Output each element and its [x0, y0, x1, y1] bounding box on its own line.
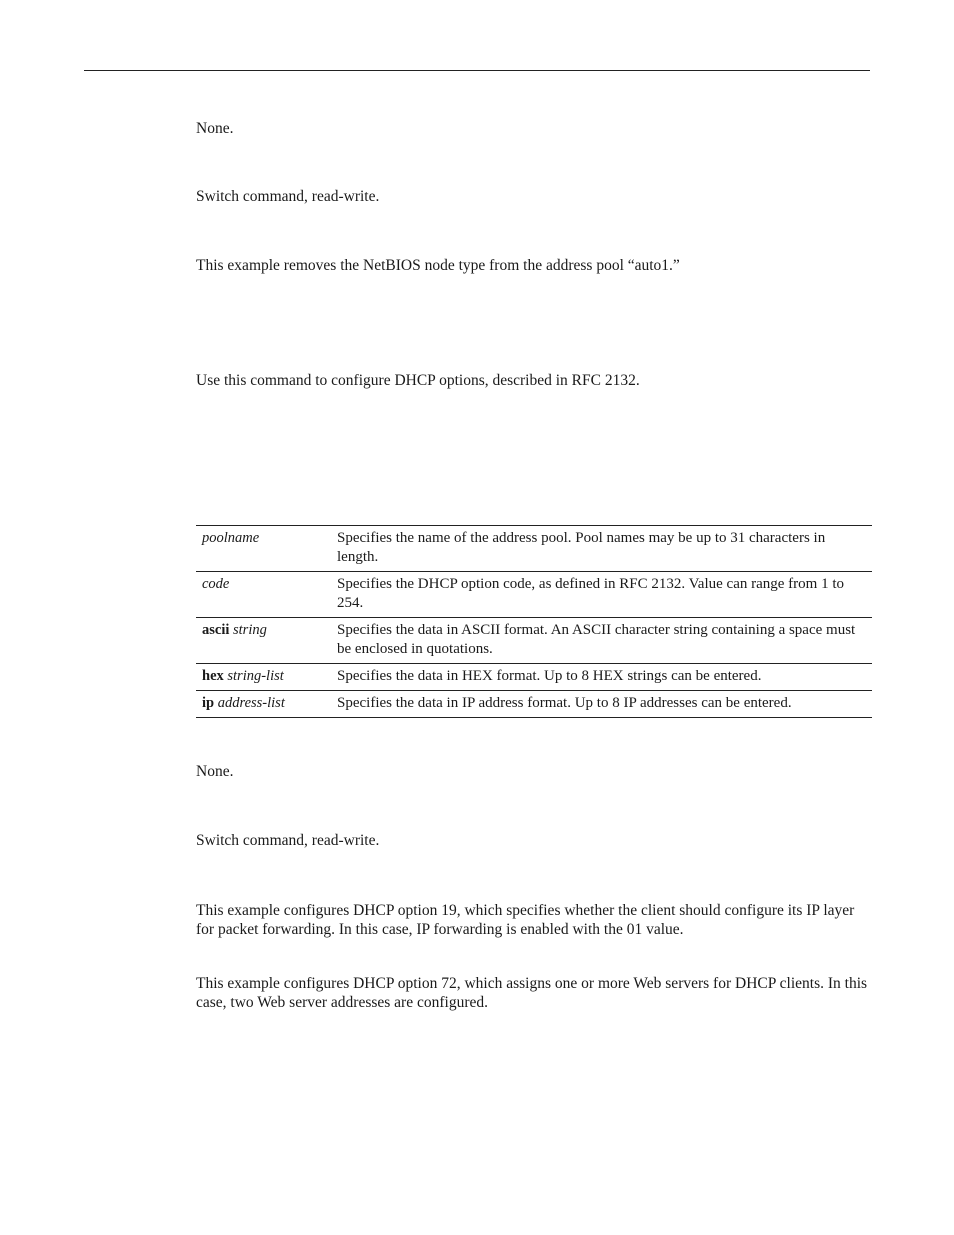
table-row [196, 572, 872, 618]
param-name [196, 526, 331, 572]
table-row [196, 618, 872, 664]
param-name [196, 618, 331, 664]
param-placeholder: address-list [217, 695, 285, 711]
mode-text-2: Switch command, read-write. [196, 832, 380, 849]
param-keyword: ip [202, 695, 215, 711]
param-keyword: ascii [202, 622, 230, 638]
param-description: Specifies the data in IP address format. Up to 8 IP addresses can be entered. [331, 691, 872, 718]
param-placeholder: code [202, 576, 230, 592]
defaults-text-2: None. [196, 763, 234, 780]
table-row [196, 526, 872, 572]
param-placeholder: string [233, 622, 267, 638]
example-text-3: This example configures DHCP option 72, which assigns one or more Web servers for DHCP clients. In this case, two Web server addresses are configured. [196, 975, 868, 1011]
mode-text-1: Switch command, read-write. [196, 188, 380, 205]
parameters-table [196, 525, 872, 718]
table-row [196, 664, 872, 691]
param-placeholder: string-list [227, 668, 284, 684]
command-intro-text: Use this command to configure DHCP options, described in RFC 2132. [196, 372, 640, 389]
param-placeholder: poolname [202, 530, 260, 546]
example-text-1: This example removes the NetBIOS node type from the address pool “auto1.” [196, 257, 680, 274]
param-name [196, 691, 331, 718]
param-keyword: hex [202, 668, 224, 684]
param-description: Specifies the data in HEX format. Up to 8 HEX strings can be entered. [331, 664, 872, 691]
param-name [196, 664, 331, 691]
table-row [196, 691, 872, 718]
defaults-text-1: None. [196, 120, 234, 137]
param-description: Specifies the name of the address pool. Pool names may be up to 31 characters in length. [331, 526, 872, 572]
param-description: Specifies the DHCP option code, as defined in RFC 2132. Value can range from 1 to 254. [331, 572, 872, 618]
header-rule [84, 70, 870, 71]
param-description: Specifies the data in ASCII format. An ASCII character string containing a space must be enclosed in quotations. [331, 618, 872, 664]
example-text-2: This example configures DHCP option 19, which specifies whether the client should configure its IP layer for packet forwarding. In this case, IP forwarding is enabled with the 01 value. [196, 902, 855, 938]
param-name [196, 572, 331, 618]
